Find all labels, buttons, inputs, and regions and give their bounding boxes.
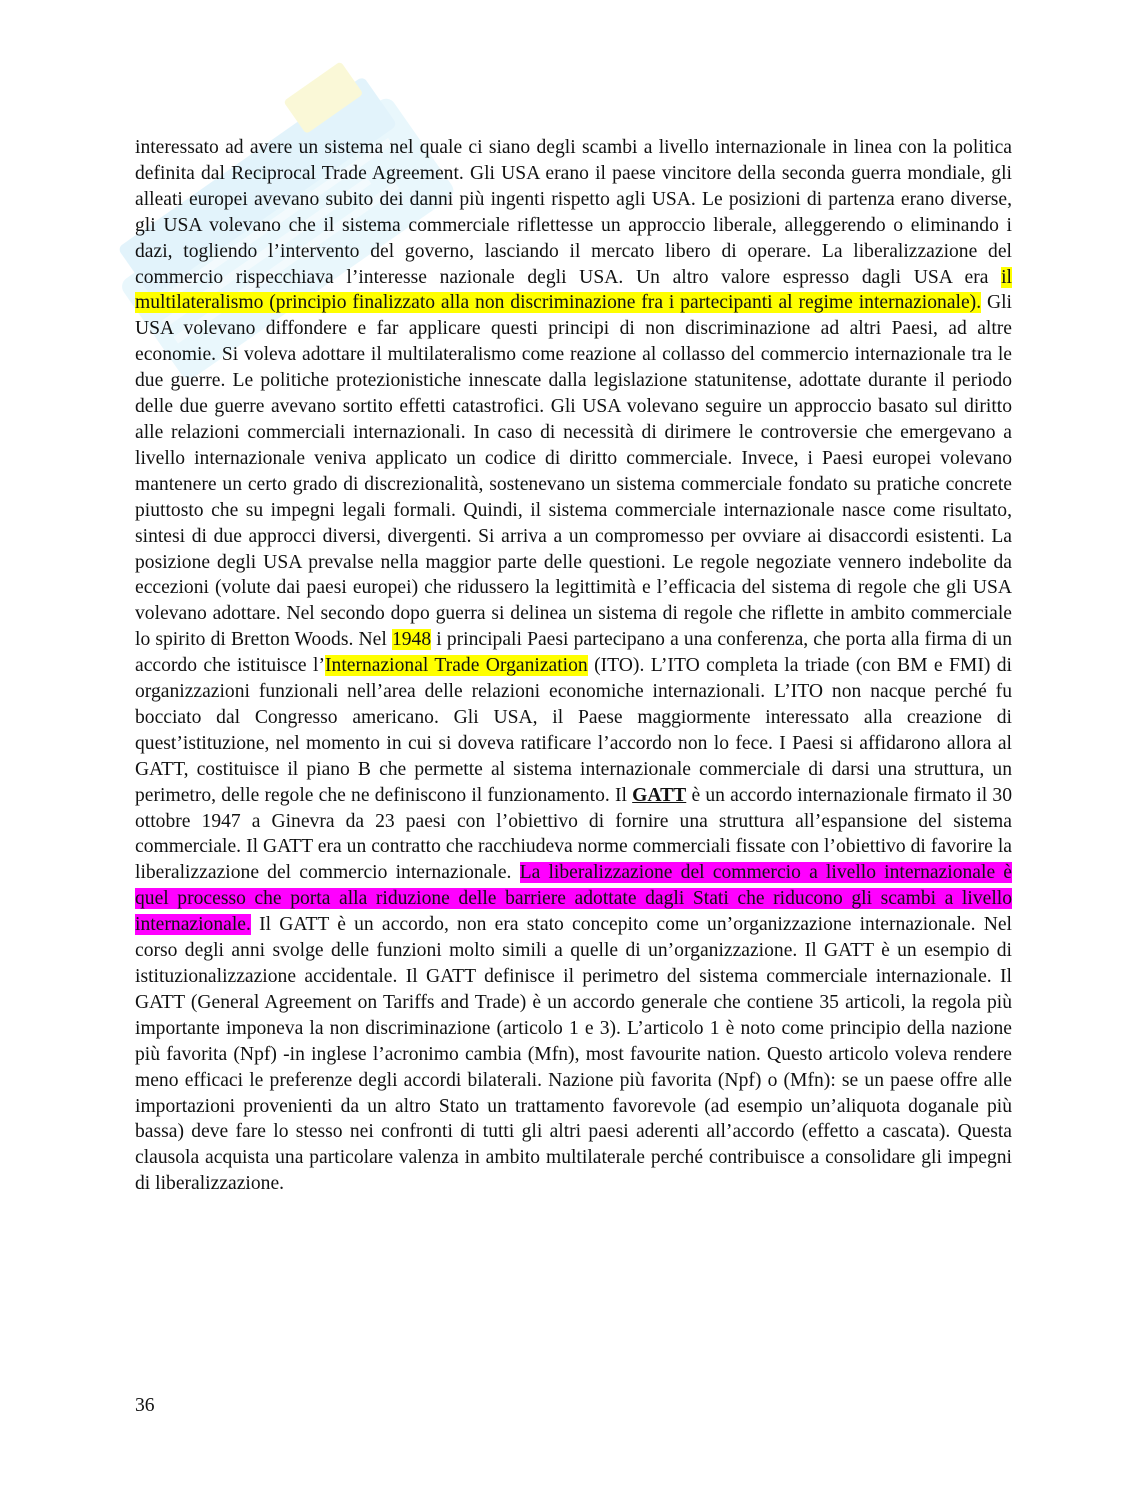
body-text-segment: i principali Paesi partecipano a una conferenza, che porta alla firma di un accordo che istituisce l’ bbox=[135, 629, 1012, 677]
highlighted-text-yellow: 1948 bbox=[391, 629, 432, 651]
highlighted-text-yellow: il multilateralismo (principio finalizzato alla non discriminazione fra i partecipanti al regime internazionale). bbox=[135, 266, 1012, 314]
highlighted-text-yellow: Internazional Trade Organization bbox=[325, 655, 588, 677]
document-body-text bbox=[135, 135, 1012, 1197]
body-text-segment: interessato ad avere un sistema nel quale ci siano degli scambi a livello internazionale in linea con la politica definita dal Reciprocal Trade Agreement. Gli USA erano il paese vincitore della seconda guerra mondiale, gli alleati europei avevano subito dei danni più ingenti rispetto agli USA. Le posizioni di partenza erano diverse, gli USA volevano che il sistema commerciale riflettesse un approccio liberale, alleggerendo o eliminando i dazi, togliendo l’intervento del governo, lasciando il mercato libero di operare. La liberalizzazione del commercio rispecchiava l’interesse nazionale degli USA. Un altro valore espresso dagli USA era bbox=[135, 137, 1012, 288]
body-text-segment: (ITO). L’ITO completa la triade (con BM e FMI) di organizzazioni funzionali nell’area delle relazioni economiche internazionali. L’ITO non nacque perché fu bocciato dal Congresso americano. Gli USA, il Paese maggiormente interessato alla creazione di quest’istituzione, nel momento in cui si doveva ratificare l’accordo non lo fece. I Paesi si affidarono allora al GATT, costituisce il piano B che permette al sistema internazionale commerciale di darsi una struttura, un perimetro, delle regole che ne definiscono il funzionamento. Il bbox=[135, 655, 1012, 806]
body-text-segment: Gli USA volevano diffondere e far applicare questi principi di non discriminazione ad altri Paesi, ad altre economie. Si voleva adottare il multilateralismo come reazione al collasso del commercio internazionale tra le due guerre. Le politiche protezionistiche innescate dalla legislazione statunitense, adottate durante il periodo delle due guerre avevano sortito effetti catastrofici. Gli USA volevano seguire un approccio basato sul diritto alle relazioni commerciali internazionali. In caso di necessità di dirimere le controversie che emergevano a livello internazionale veniva applicato un codice di diritto commerciale. Invece, i Paesi europei volevano mantenere un certo grado di discrezionalità, sostenevano un sistema commerciale fondato su pratiche concrete piuttosto che su impegni legali formali. Quindi, il sistema commerciale internazionale nasce come risultato, sintesi di due approcci diversi, divergenti. Si arriva a un compromesso per ovviare ai disaccordi esistenti. La posizione degli USA prevalse nella maggior parte delle questioni. Le regole negoziate vennero indebolite da eccezioni (volute dai paesi europei) che ridussero la legittimità e l’efficacia del sistema di regole che gli USA volevano adottare. Nel secondo dopo guerra si delinea un sistema di regole che riflette in ambito commerciale lo spirito di Bretton Woods. Nel bbox=[135, 292, 1012, 651]
bold-underlined-term: GATT bbox=[632, 784, 687, 806]
page-number: 36 bbox=[135, 1395, 155, 1416]
body-text-segment: è un accordo internazionale firmato il 30 ottobre 1947 a Ginevra da 23 paesi con l’obiettivo di fornire una struttura all’espansione del sistema commerciale. Il GATT era un contratto che racchiudeva norme commerciali fissate con l’obiettivo di favorire la liberalizzazione del commercio internazionale. bbox=[135, 784, 1012, 884]
highlighted-text-magenta: La liberalizzazione del commercio a livello internazionale è quel processo che porta alla riduzione delle barriere adottate dagli Stati che riducono gli scambi a livello internazionale. bbox=[135, 862, 1013, 936]
body-text-segment: Il GATT è un accordo, non era stato concepito come un’organizzazione internazionale. Nel corso degli anni svolge delle funzioni molto simili a quelle di un’organizzazione. Il GATT è un esempio di istituzionalizzazione accidentale. Il GATT definisce il perimetro del sistema commerciale internazionale. Il GATT (General Agreement on Tariffs and Trade) è un accordo generale che contiene 35 articoli, la regola più importante imponeva la non discriminazione (articolo 1 e 3). L’articolo 1 è noto come principio della nazione più favorita (Npf) -in inglese l’acronimo cambia (Mfn), most favourite nation. Questo articolo voleva rendere meno efficaci le preferenze degli accordi bilaterali. Nazione più favorita (Npf) o (Mfn): se un paese offre alle importazioni provenienti da un altro Stato un trattamento favorevole (ad esempio un’aliquota doganale più bassa) deve fare lo stesso nei confronti di tutti gli altri paesi aderenti all’accordo (effetto a cascata). Questa clausola acquista una particolare valenza in ambito multilaterale perché contribuisce a consolidare gli impegni di liberalizzazione. bbox=[135, 914, 1012, 1195]
